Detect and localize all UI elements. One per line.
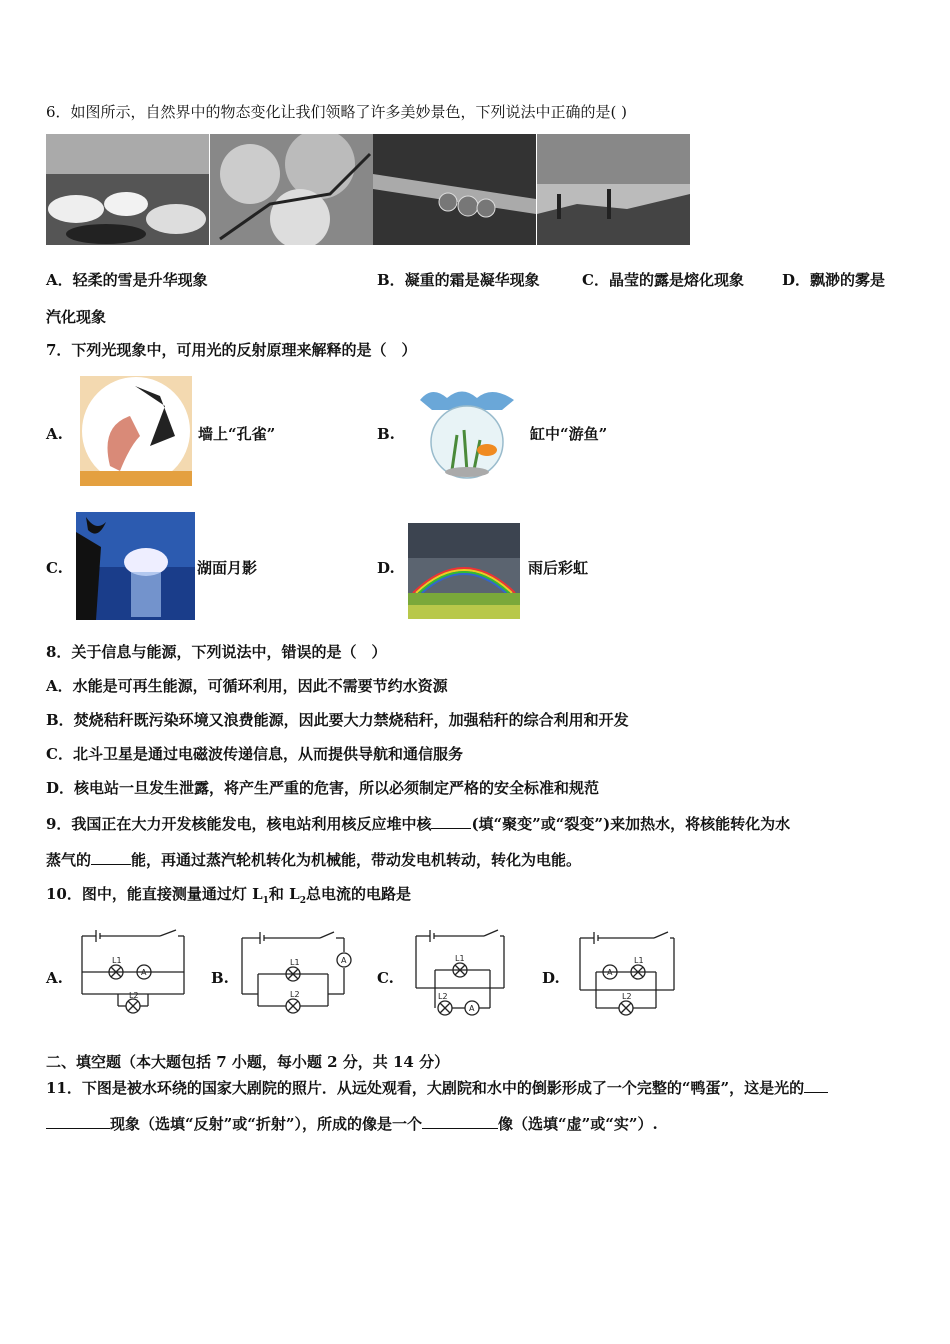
q6-option-d-cont: 汽化现象 <box>46 308 107 326</box>
q9-blank1[interactable] <box>431 814 471 829</box>
q7-a-text: 墙上“孔雀” <box>198 425 276 443</box>
q7-a-letter: A. <box>46 425 63 443</box>
q10-letter-b: B. <box>211 969 229 987</box>
label-l1: L1 <box>112 956 122 965</box>
q8-option-d: D．核电站一旦发生泄露，将产生严重的危害，所以必须制定严格的安全标准和规范 <box>46 779 600 797</box>
label-l2: L2 <box>438 992 448 1001</box>
q9-part1: 9．我国正在大力开发核能发电，核电站利用核反应堆中核 <box>46 815 432 833</box>
rainbow-photo <box>408 523 520 619</box>
q11-line1 <box>46 1078 828 1098</box>
q7-d-letter: D. <box>377 559 395 577</box>
ammeter-label: A <box>341 956 347 965</box>
q11-blank1a[interactable] <box>804 1078 828 1093</box>
circuit-d <box>576 928 680 1022</box>
q9-line2 <box>46 850 581 870</box>
q8-option-c: C．北斗卫星是通过电磁波传递信息，从而提供导航和通信服务 <box>46 745 463 763</box>
label-l2: L2 <box>622 992 632 1001</box>
q7-c-text: 湖面月影 <box>197 559 258 577</box>
q6-option-b: B．凝重的霜是凝华现象 <box>377 271 540 289</box>
fishbowl-photo <box>412 380 522 484</box>
q11-part1: 11．下图是被水环绕的国家大剧院的照片．从远处观看，大剧院和水中的倒影形成了一个完整的“鸭蛋”，这是光的 <box>46 1079 805 1097</box>
q10-letter-c: C. <box>377 969 394 987</box>
q8-option-a: A．水能是可再生能源，可循环利用，因此不需要节约水资源 <box>46 677 448 695</box>
q10-stem-b: 和 L <box>268 885 300 903</box>
snow-photo <box>46 134 209 245</box>
q11-part2: 现象（选填“反射”或“折射”），所成的像是一个 <box>110 1115 423 1133</box>
dew-photo <box>373 134 536 245</box>
ammeter-label: A <box>607 968 613 977</box>
q6-option-c: C．晶莹的露是熔化现象 <box>582 271 744 289</box>
ammeter-label: A <box>141 968 147 977</box>
q10-letter-d: D. <box>542 969 560 987</box>
fog-photo <box>537 134 690 245</box>
q11-blank1b[interactable] <box>46 1114 110 1129</box>
label-l1: L1 <box>455 954 465 963</box>
q10-stem <box>46 884 411 911</box>
label-l1: L1 <box>290 958 300 967</box>
label-l2: L2 <box>290 990 300 999</box>
q10-sub1: 1 <box>262 896 269 906</box>
q7-c-letter: C. <box>46 559 63 577</box>
q10-sub2: 2 <box>299 896 306 906</box>
ammeter-label: A <box>469 1004 475 1013</box>
q7-stem: 7．下列光现象中，可用光的反射原理来解释的是（ ） <box>46 341 417 359</box>
section-heading: 二、填空题（本大题包括 7 小题，每小题 2 分，共 14 分） <box>46 1053 450 1071</box>
q8-option-b: B．焚烧秸秆既污染环境又浪费能源，因此要大力禁烧秸秆，加强秸秆的综合利用和开发 <box>46 711 629 729</box>
circuit-b <box>238 928 354 1020</box>
q8-stem: 8．关于信息与能源，下列说法中，错误的是（ ） <box>46 643 387 661</box>
q6-stem: 6．如图所示，自然界中的物态变化让我们领略了许多美妙景色，下列说法中正确的是( ) <box>46 103 628 121</box>
q9-part2: (填“聚变”或“裂变”)来加热水，将核能转化为水 <box>471 815 791 833</box>
circuit-c <box>410 928 510 1022</box>
q7-b-letter: B. <box>377 425 395 443</box>
lake-moon-photo <box>76 512 195 620</box>
q10-stem-a: 10．图中，能直接测量通过灯 L <box>46 885 263 903</box>
circuit-a <box>78 928 188 1020</box>
q11-part3: 像（选填“虚”或“实”）. <box>498 1115 658 1133</box>
q7-b-text: 缸中“游鱼” <box>530 425 608 443</box>
q9-blank2[interactable] <box>91 850 131 865</box>
q6-option-d: D．飘渺的雾是 <box>782 271 886 289</box>
q10-stem-c: 总电流的电路是 <box>305 885 411 903</box>
q7-d-text: 雨后彩虹 <box>528 559 589 577</box>
frost-photo <box>210 134 373 245</box>
label-l2: L2 <box>129 991 139 1000</box>
q9-line1 <box>46 814 790 834</box>
label-l1: L1 <box>634 956 644 965</box>
q11-blank2[interactable] <box>422 1114 498 1129</box>
shadow-peacock-photo <box>80 376 192 486</box>
q10-letter-a: A. <box>46 969 63 987</box>
q6-option-a: A．轻柔的雪是升华现象 <box>46 271 208 289</box>
q9-part4: 能，再通过蒸汽轮机转化为机械能，带动发电机转动，转化为电能。 <box>131 851 582 869</box>
q11-line2 <box>46 1114 658 1134</box>
q9-part3: 蒸气的 <box>46 851 92 869</box>
